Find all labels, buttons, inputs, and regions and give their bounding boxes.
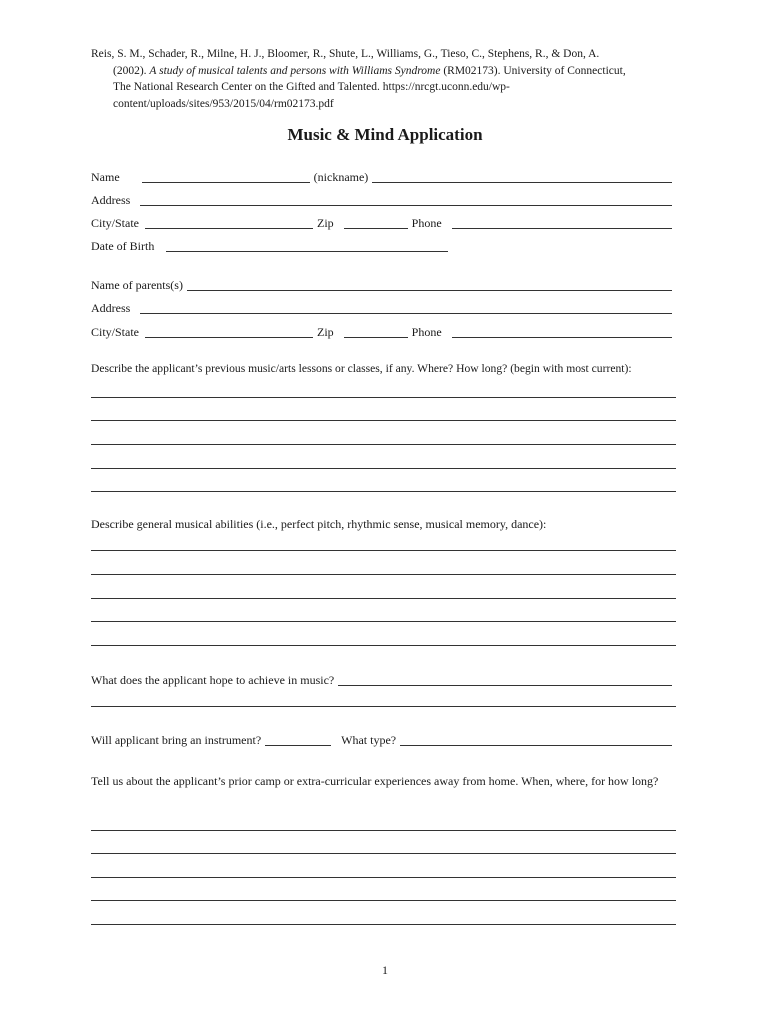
parents-citystate-row: [91, 324, 676, 340]
address-field[interactable]: [140, 194, 672, 206]
abilities-answer-line[interactable]: [91, 550, 676, 551]
abilities-answer-line[interactable]: [91, 598, 676, 599]
lessons-answer-line[interactable]: [91, 468, 676, 469]
lessons-question: Describe the applicant’s previous music/arts lessons or classes, if any. Where? How long? (begin with most current):: [91, 362, 632, 375]
camp-question: Tell us about the applicant’s prior camp or extra-curricular experiences away from home. When, where, for how long?: [91, 774, 659, 788]
hope-answer-line[interactable]: [91, 706, 676, 707]
hope-question: What does the applicant hope to achieve in music?: [91, 673, 335, 687]
citation-report: (RM02173). University of Connecticut,: [440, 64, 626, 77]
parents-address-field[interactable]: [140, 302, 672, 314]
lessons-answer-line[interactable]: [91, 397, 676, 398]
dob-field[interactable]: [166, 240, 448, 252]
dob-label: Date of Birth: [91, 239, 155, 253]
name-field[interactable]: [142, 171, 310, 183]
citation-title: A study of musical talents and persons with Williams Syndrome: [149, 64, 441, 77]
camp-answer-line[interactable]: [91, 900, 676, 901]
dob-row: [91, 238, 676, 254]
zip-field[interactable]: [344, 217, 408, 229]
parents-phone-label: Phone: [411, 325, 442, 339]
camp-answer-line[interactable]: [91, 877, 676, 878]
name-row: [91, 169, 676, 185]
parents-zip-field[interactable]: [344, 326, 408, 338]
page-number: 1: [382, 963, 388, 977]
name-label: Name: [91, 170, 120, 184]
nickname-label: (nickname): [313, 170, 369, 184]
camp-answer-line[interactable]: [91, 853, 676, 854]
citystate-label: City/State: [91, 216, 139, 230]
hope-row: [91, 672, 676, 688]
address-row: [91, 192, 676, 208]
citation-line-1: Reis, S. M., Schader, R., Milne, H. J., Bloomer, R., Shute, L., Williams, G., Tieso, C., Stephens, R., & Don, A.: [91, 48, 600, 60]
citystate-row: [91, 215, 676, 231]
zip-label: Zip: [317, 216, 334, 230]
parents-address-label: Address: [91, 301, 131, 315]
parents-citystate-field[interactable]: [145, 326, 313, 338]
instrument-type-label: What type?: [341, 733, 397, 747]
phone-label: Phone: [411, 216, 442, 230]
parents-zip-label: Zip: [317, 325, 334, 339]
phone-field[interactable]: [452, 217, 672, 229]
instrument-type-field[interactable]: [400, 734, 672, 746]
citation-line-3: The National Research Center on the Gifted and Talented. https://nrcgt.uconn.edu/wp-: [113, 81, 510, 93]
hope-field[interactable]: [338, 674, 672, 686]
parents-name-row: [91, 277, 676, 293]
abilities-question: Describe general musical abilities (i.e., perfect pitch, rhythmic sense, musical memory, dance):: [91, 517, 547, 531]
lessons-answer-line[interactable]: [91, 491, 676, 492]
abilities-answer-line[interactable]: [91, 621, 676, 622]
parents-name-field[interactable]: [187, 279, 672, 291]
citystate-field[interactable]: [145, 217, 313, 229]
parents-citystate-label: City/State: [91, 325, 139, 339]
abilities-answer-line[interactable]: [91, 645, 676, 646]
address-label: Address: [91, 193, 131, 207]
parents-address-row: [91, 300, 676, 316]
nickname-field[interactable]: [372, 171, 672, 183]
parents-name-label: Name of parents(s): [91, 278, 183, 292]
abilities-answer-line[interactable]: [91, 574, 676, 575]
citation-line-2: [91, 63, 691, 80]
instrument-row: [91, 732, 676, 748]
page-title: Music & Mind Application: [287, 125, 483, 144]
parents-phone-field[interactable]: [452, 326, 672, 338]
camp-answer-line[interactable]: [91, 830, 676, 831]
lessons-answer-line[interactable]: [91, 444, 676, 445]
citation: [91, 46, 691, 112]
citation-line-4: content/uploads/sites/953/2015/04/rm02173.pdf: [113, 97, 334, 110]
lessons-answer-line[interactable]: [91, 420, 676, 421]
citation-year: (2002).: [113, 64, 150, 77]
camp-answer-line[interactable]: [91, 924, 676, 925]
instrument-field[interactable]: [265, 734, 331, 746]
instrument-question: Will applicant bring an instrument?: [91, 733, 262, 747]
